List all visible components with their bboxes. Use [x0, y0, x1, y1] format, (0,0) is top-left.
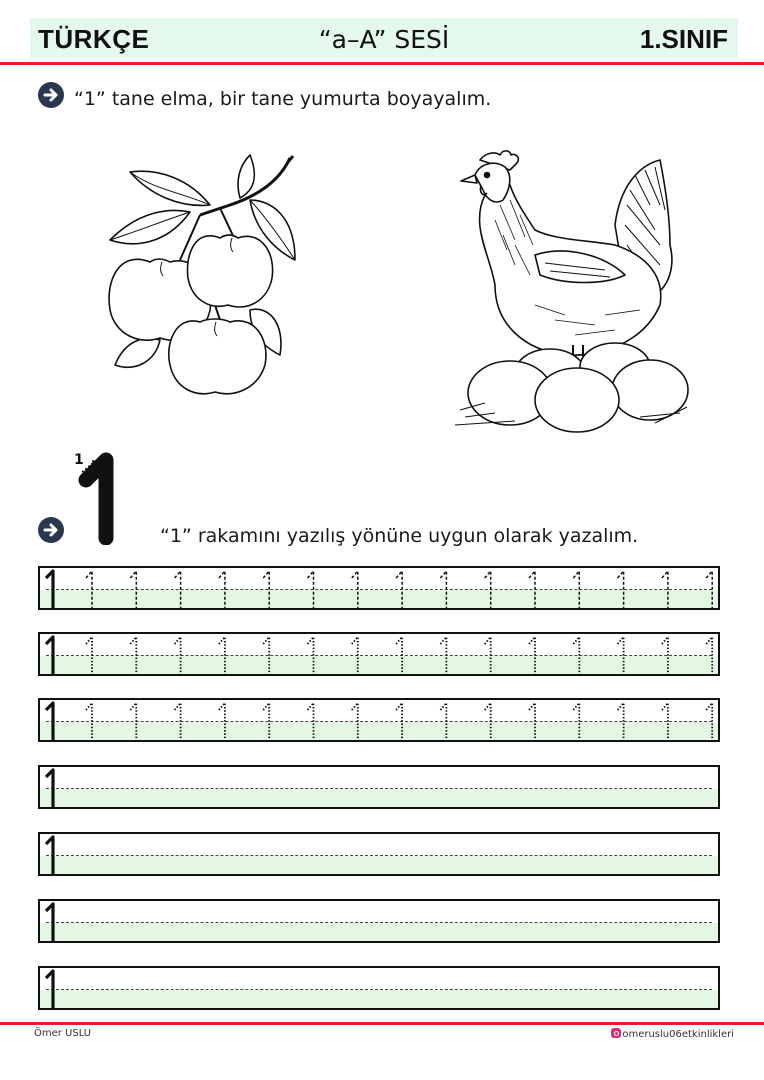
practice-row[interactable]	[38, 566, 720, 610]
trace-digit-one	[618, 703, 624, 740]
trace-digit-one	[130, 637, 136, 674]
row-glyphs	[40, 901, 718, 941]
trace-digit-one	[396, 703, 402, 740]
trace-digit-one	[573, 637, 579, 674]
hen-on-eggs-illustration	[455, 145, 690, 435]
trace-digit-one	[352, 637, 358, 674]
author-name: Ömer USLU	[34, 1028, 92, 1039]
stroke-number: 1	[74, 452, 84, 468]
trace-digit-one	[86, 637, 92, 674]
trace-digit-one	[573, 571, 579, 608]
trace-digit-one	[529, 571, 535, 608]
trace-digit-one	[662, 703, 668, 740]
arrow-right-icon	[38, 517, 64, 543]
practice-row[interactable]	[38, 698, 720, 742]
trace-digit-one	[130, 571, 136, 608]
trace-digit-one	[529, 637, 535, 674]
trace-digit-one	[175, 703, 181, 740]
trace-digit-one	[308, 571, 314, 608]
row-glyphs	[40, 968, 718, 1008]
trace-digit-one	[86, 571, 92, 608]
grade-label: 1.SINIF	[639, 24, 728, 54]
trace-digit-one	[485, 637, 491, 674]
practice-row[interactable]	[38, 966, 720, 1010]
practice-row[interactable]	[38, 632, 720, 676]
trace-digit-one	[352, 571, 358, 608]
practice-row[interactable]	[38, 765, 720, 809]
trace-digit-one	[618, 637, 624, 674]
model-digit-one	[46, 971, 53, 1008]
trace-digit-one	[706, 703, 712, 740]
coloring-instruction: “1” tane elma, bir tane yumurta boyayalım.	[74, 88, 492, 110]
subject-title: TÜRKÇE	[38, 24, 150, 54]
trace-digit-one	[618, 571, 624, 608]
trace-digit-one	[396, 637, 402, 674]
trace-digit-one	[263, 703, 269, 740]
trace-digit-one	[263, 637, 269, 674]
header-banner	[30, 18, 738, 58]
row-glyphs	[40, 834, 718, 874]
model-digit-one	[46, 703, 53, 740]
digit-model	[72, 450, 132, 545]
arrow-right-icon	[38, 82, 64, 108]
trace-digit-one	[485, 703, 491, 740]
trace-digit-one	[440, 703, 446, 740]
trace-digit-one	[396, 571, 402, 608]
trace-digit-one	[130, 703, 136, 740]
row-glyphs	[40, 634, 718, 674]
trace-digit-one	[219, 703, 225, 740]
apples-illustration	[100, 150, 310, 400]
trace-digit-one	[529, 703, 535, 740]
digit-one-icon	[72, 450, 132, 545]
trace-digit-one	[440, 637, 446, 674]
trace-digit-one	[175, 637, 181, 674]
trace-digit-one	[219, 571, 225, 608]
model-digit-one	[46, 571, 53, 608]
trace-digit-one	[263, 571, 269, 608]
trace-digit-one	[219, 637, 225, 674]
row-glyphs	[40, 700, 718, 740]
trace-digit-one	[175, 571, 181, 608]
topic-title: “a–A” SESİ	[318, 25, 450, 54]
trace-digit-one	[706, 637, 712, 674]
model-digit-one	[46, 904, 53, 941]
practice-row[interactable]	[38, 832, 720, 876]
footer-divider	[0, 1022, 764, 1025]
social-handle	[611, 1028, 734, 1040]
trace-digit-one	[573, 703, 579, 740]
trace-digit-one	[662, 637, 668, 674]
trace-digit-one	[86, 703, 92, 740]
instagram-icon	[611, 1028, 621, 1038]
model-digit-one	[46, 837, 53, 874]
trace-digit-one	[352, 703, 358, 740]
model-digit-one	[46, 770, 53, 807]
trace-digit-one	[485, 571, 491, 608]
trace-digit-one	[440, 571, 446, 608]
row-glyphs	[40, 568, 718, 608]
trace-digit-one	[308, 703, 314, 740]
trace-digit-one	[706, 571, 712, 608]
social-handle-text: omeruslu06etkinlikleri	[622, 1029, 734, 1040]
practice-row[interactable]	[38, 899, 720, 943]
writing-instruction: “1” rakamını yazılış yönüne uygun olarak yazalım.	[160, 525, 639, 547]
model-digit-one	[46, 637, 53, 674]
trace-digit-one	[662, 571, 668, 608]
header-divider	[0, 62, 764, 65]
trace-digit-one	[308, 637, 314, 674]
row-glyphs	[40, 767, 718, 807]
